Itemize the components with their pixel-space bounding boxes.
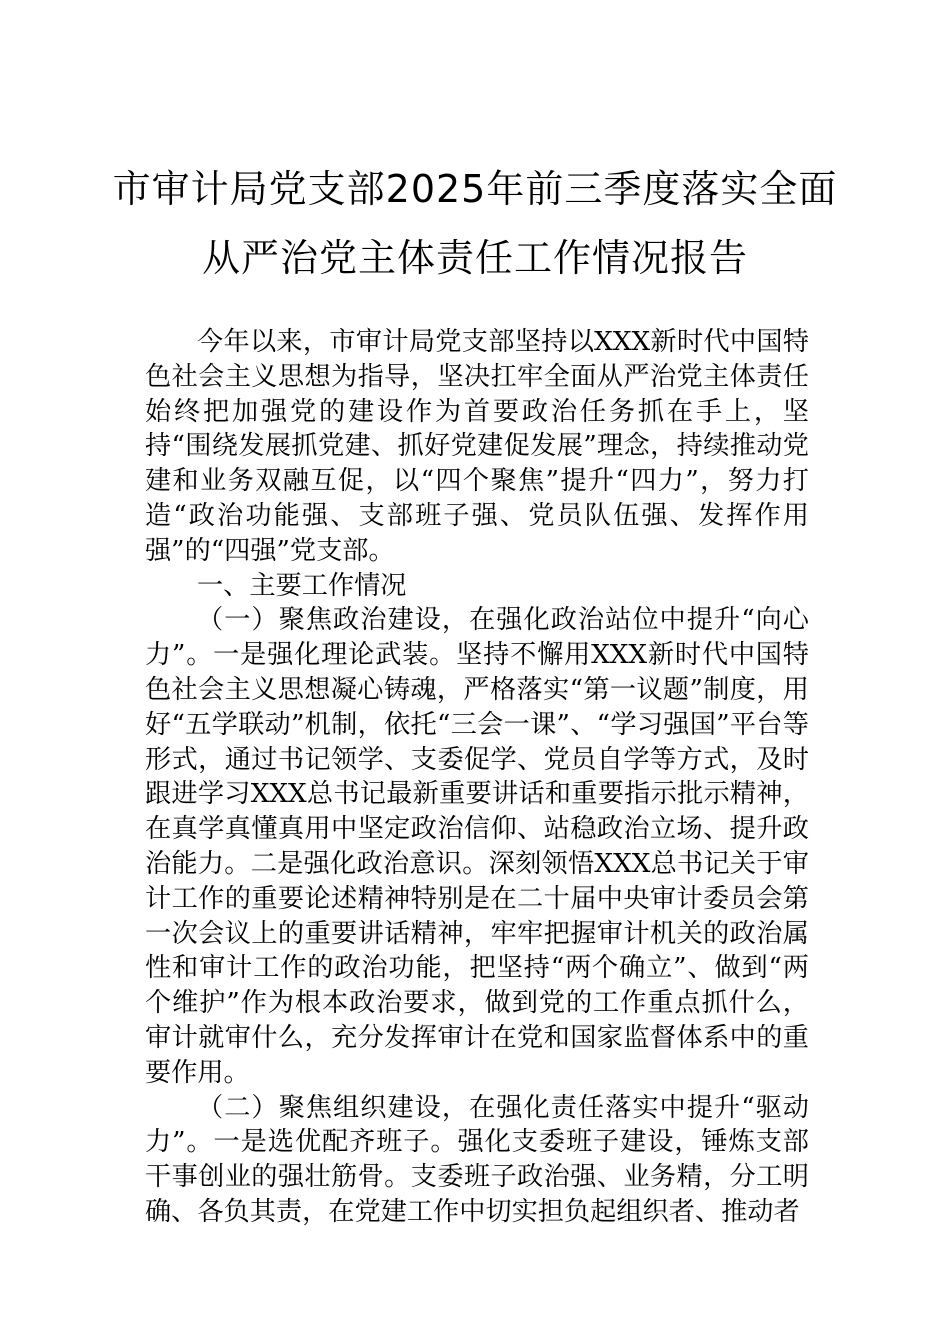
paragraph-organization-building: （二）聚焦组织建设，在强化责任落实中提升“驱动力”。一是选优配齐班子。强化支委班子建设，锤炼支部干事创业的强壮筋骨。支委班子政治强、业务精，分工明确、各负其责，在党建工作中切实担负起组织者、推动者 (145, 1092, 809, 1227)
document-title-line-1: 市审计局党支部2025年前三季度落实全面 (112, 167, 838, 211)
document-title-line-2: 从严治党主体责任工作情况报告 (201, 236, 748, 280)
paragraph-political-building: （一）聚焦政治建设，在强化政治站位中提升“向心力”。一是强化理论武装。坚持不懈用XXX新时代中国特色社会主义思想凝心铸魂，严格落实“第一议题”制度，用好“五学联动”机制，依托“三会一课”、“学习强国”平台等形式，通过书记领学、支委促学、党员自学等方式，及时跟进学习XXX总书记最新重要讲话和重要指示批示精神，在真学真懂真用中坚定政治信仰、站稳政治立场、提升政治能力。二是强化政治意识。深刻领悟XXX总书记关于审计工作的重要论述精神特别是在二十届中央审计委员会第一次会议上的重要讲话精神，牢牢把握审计机关的政治属性和审计工作的政治功能，把坚持“两个确立”、做到“两个维护”作为根本政治要求，做到党的工作重点抓什么，审计就审什么，充分发挥审计在党和国家监督体系中的重要作用。 (145, 605, 809, 1088)
document-body (145, 325, 809, 1230)
section-heading-main-work: 一、主要工作情况 (197, 570, 407, 601)
paragraph-intro: 今年以来，市审计局党支部坚持以XXX新时代中国特色社会主义思想为指导，坚决扛牢全面从严治党主体责任始终把加强党的建设作为首要政治任务抓在手上，坚持“围绕发展抓党建、抓好党建促发展”理念，持续推动党建和业务双融互促，以“四个聚焦”提升“四力”，努力打造“政治功能强、支部班子强、党员队伍强、发挥作用强”的“四强”党支部。 (145, 327, 809, 566)
